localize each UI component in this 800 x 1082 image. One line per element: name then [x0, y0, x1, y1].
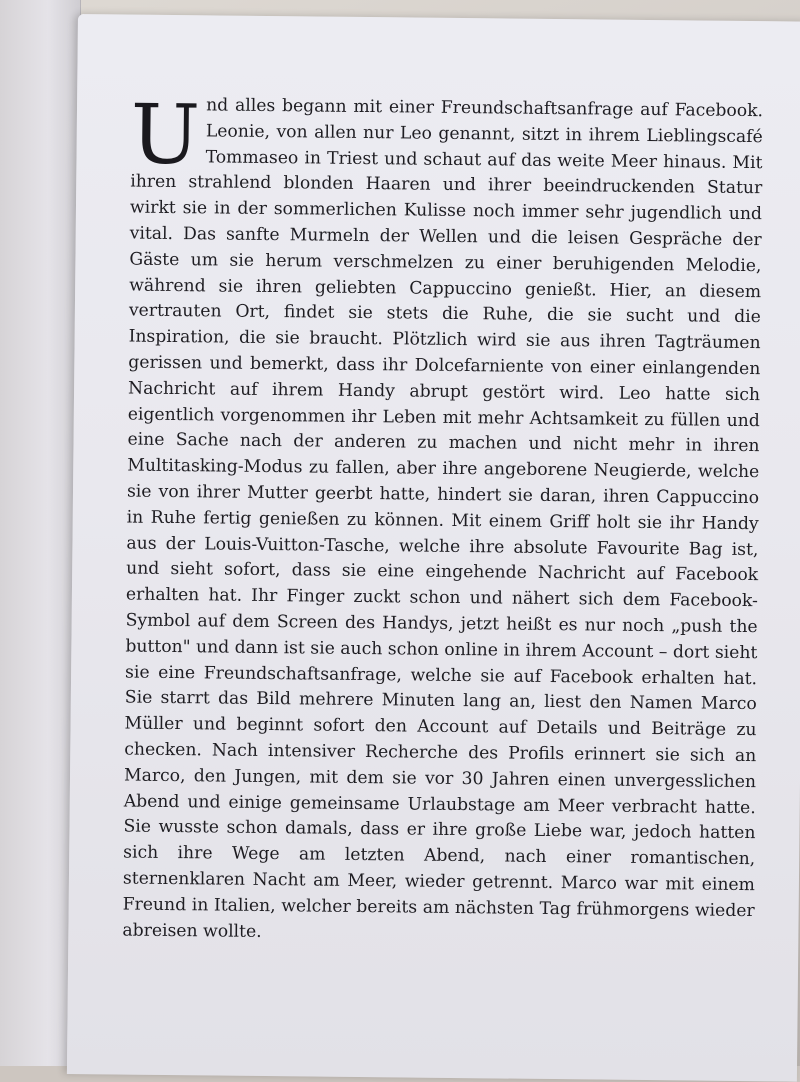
body-text: [122, 87, 764, 951]
book-page: [67, 14, 800, 1082]
paragraph-text: nd alles begann mit einer Freundschaftsanfrage auf Facebook. Leonie, von allen nur Leo genannt, sitzt in ihrem Lieblingscafé Tommaseo in Triest und schaut auf das weite Meer hinaus. Mit ihren strahlend blonden Haaren und ihrer beeindruckenden Statur wirkt sie in der sommerlichen Kulisse noch immer sehr jugendlich und vital. Das sanfte Murmeln der Wellen und die leisen Gespräche der Gäste um sie herum verschmelzen zu einer beruhigenden Melodie, während sie ihren geliebten Cappuccino genießt. Hier, an diesem vertrauten Ort, findet sie stets die Ruhe, die sie sucht und die Inspiration, die sie braucht. Plötzlich wird sie aus ihren Tagträumen gerissen und bemerkt, dass ihr Dolcefarniente von einer einlangenden Nachricht auf ihrem Handy abrupt gestört wird. Leo hatte sich eigentlich vorgenommen ihr Leben mit mehr Achtsamkeit zu füllen und eine Sache nach der anderen zu machen und nicht mehr in ihren Multitasking-Modus zu fallen, aber ihre angeborene Neugierde, welche sie von ihrer Mutter geerbt hatte, hindert sie daran, ihren Cappuccino in Ruhe fertig genießen zu können. Mit einem Griff holt sie ihr Handy aus der Louis-Vuitton-Tasche, welche ihre absolute Favourite Bag ist, und sieht sofort, dass sie eine eingehende Nachricht auf Facebook erhalten hat. Ihr Finger zuckt schon und nähert sich dem Facebook-Symbol auf dem Screen des Handys, jetzt heißt es nur noch „push the button" und dann ist sie auch schon online in ihrem Account – dort sieht sie eine Freundschaftsanfrage, welche sie auf Facebook erhalten hat. Sie starrt das Bild mehrere Minuten lang an, liest den Namen Marco Müller und beginnt sofort den Account auf Details und Beiträge zu checken. Nach intensiver Recherche des Profils erinnert sie sich an Marco, den Jungen, mit dem sie vor 30 Jahren einen unvergesslichen Abend und einige gemeinsame Urlaubstage am Meer verbracht hatte. Sie wusste schon damals, dass er ihre große Liebe war, jedoch hatten sich ihre Wege am letzten Abend, nach einer romantischen, sternenklaren Nacht am Meer, wieder getrennt. Marco war mit einem Freund in Italien, welcher bereits am nächsten Tag frühmorgens wieder abreisen wollte.: [122, 95, 764, 942]
drop-cap: U: [130, 87, 201, 184]
